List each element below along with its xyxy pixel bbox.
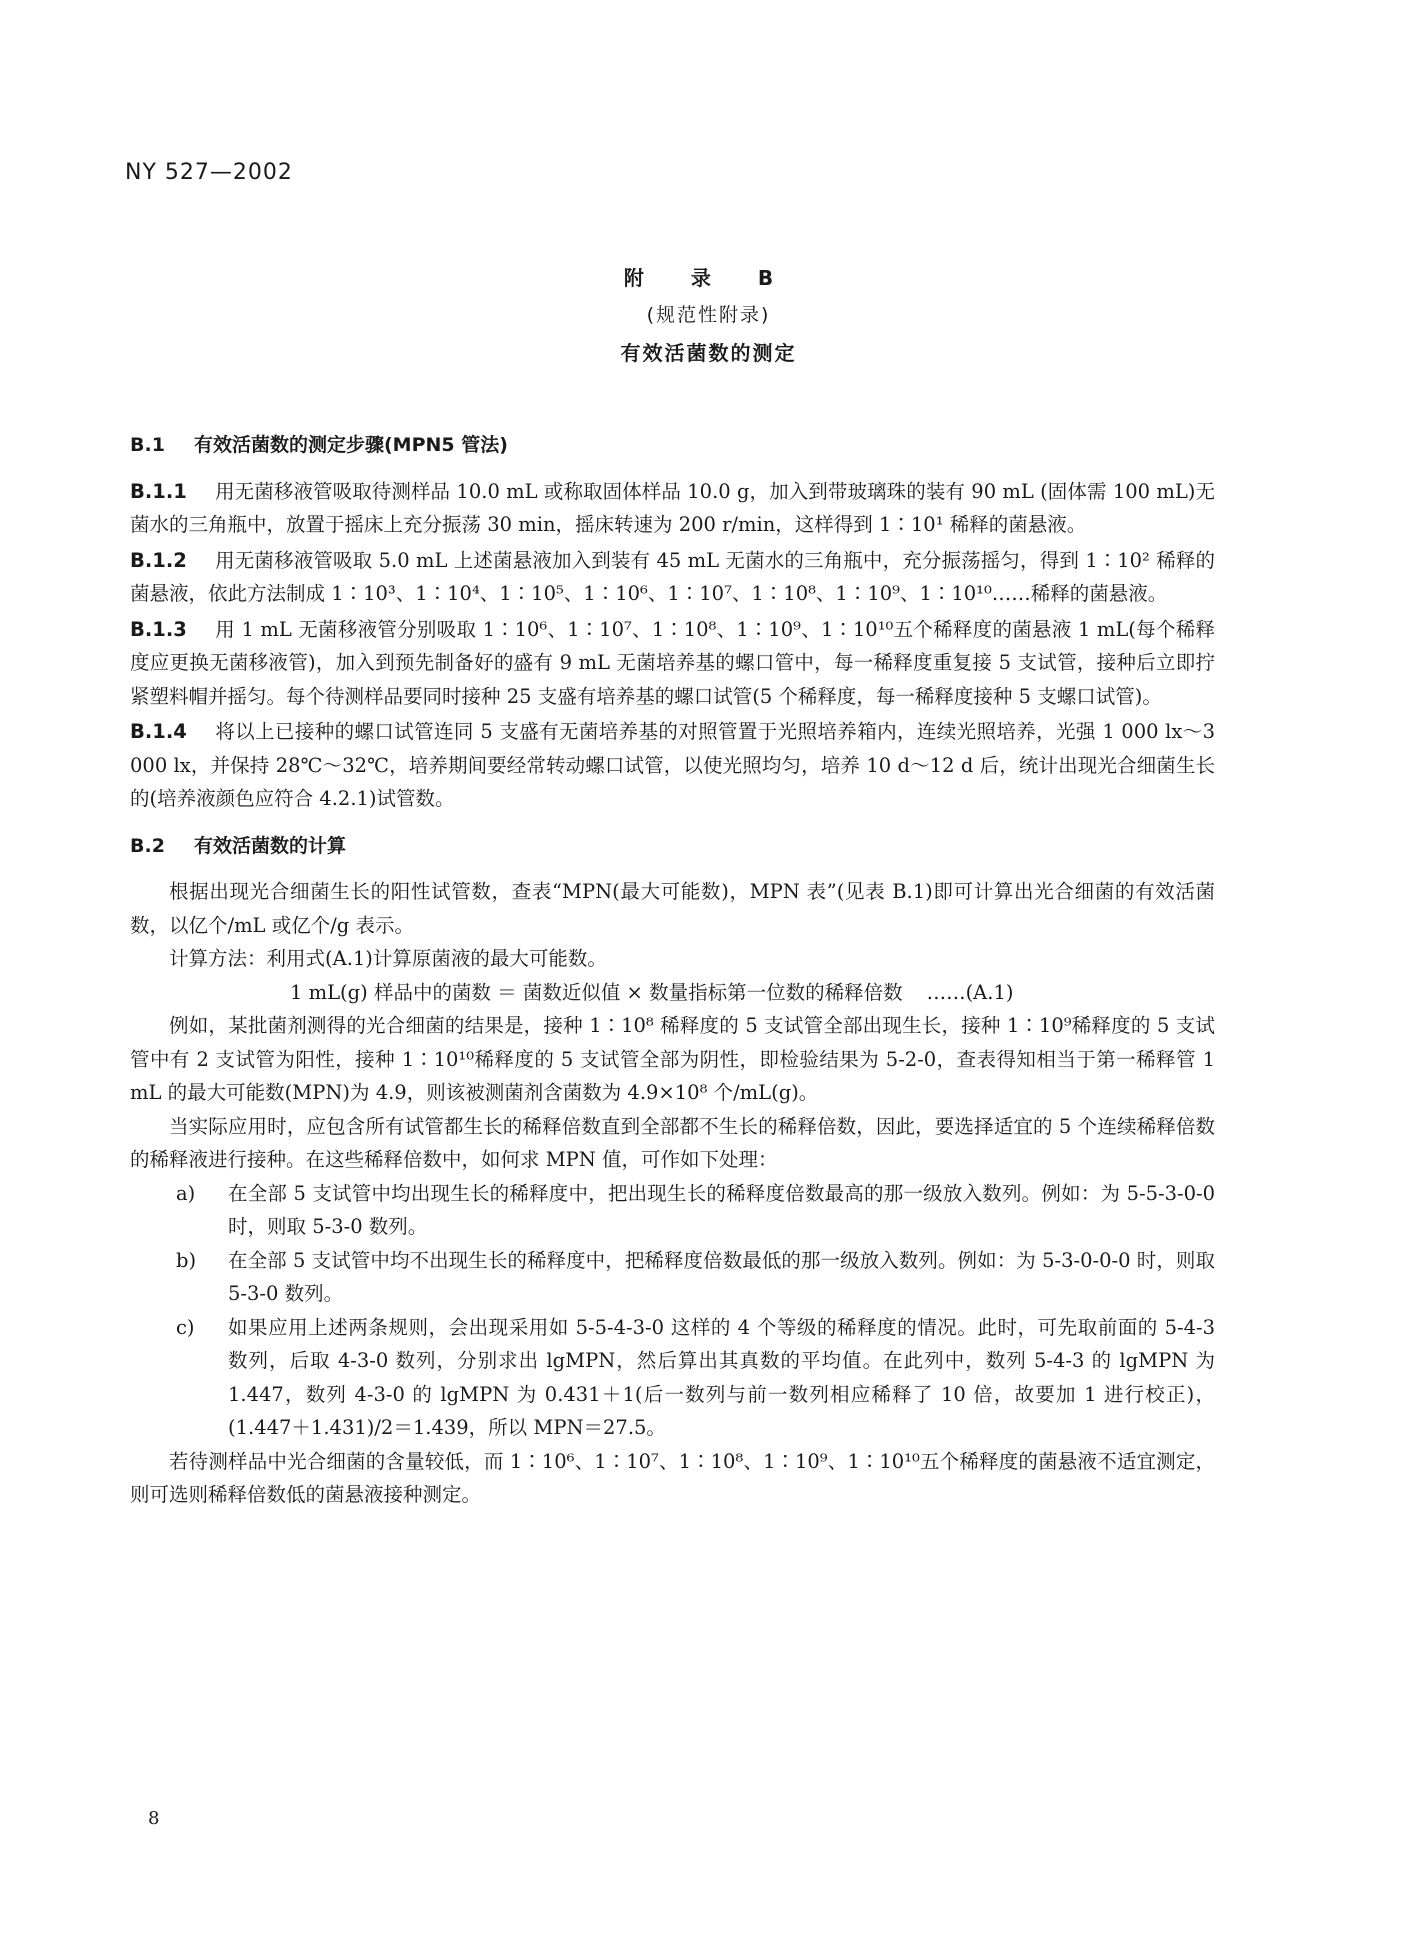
clause xyxy=(130,613,1215,714)
paragraph: 例如，某批菌剂测得的光合细菌的结果是，接种 1∶10⁸ 稀释度的 5 支试管全部出现生长，接种 1∶10⁹稀释度的 5 支试管中有 2 支试管为阳性，接种 1∶10¹⁰稀释度的 5 支试管全部为阴性，即检验结果为 5-2-0，查表得知相当于第一稀释管 1 mL 的最大可能数(MPN)为 4.9，则该被测菌剂含菌数为 4.9×10⁸ 个/mL(g)。 xyxy=(130,1014,1215,1104)
list-item xyxy=(130,1244,1215,1311)
list-label: c) xyxy=(176,1315,195,1339)
paragraph: 当实际应用时，应包含所有试管都生长的稀释倍数直到全部都不生长的稀释倍数，因此，要选择适宜的 5 个连续稀释倍数的稀释液进行接种。在这些稀释倍数中，如何求 MPN 值，可作如下处理： xyxy=(130,1114,1215,1171)
appendix-label: 附 录 B xyxy=(623,266,794,290)
paragraph: 根据出现光合细菌生长的阳性试管数，查表“MPN(最大可能数)，MPN 表”(见表 B.1)即可计算出光合细菌的有效活菌数，以亿个/mL 或亿个/g 表示。 xyxy=(130,880,1215,937)
section-title: 有效活菌数的测定步骤(MPN5 管法) xyxy=(194,434,508,456)
clause xyxy=(130,475,1215,542)
section-heading-b1 xyxy=(130,429,1215,463)
list-text: 在全部 5 支试管中均出现生长的稀释度中，把出现生长的稀释度倍数最高的那一级放入数列。例如：为 5-5-3-0-0 时，则取 5-3-0 数列。 xyxy=(228,1181,1215,1238)
paragraph: 计算方法：利用式(A.1)计算原菌液的最大可能数。 xyxy=(169,947,607,970)
section-title: 有效活菌数的计算 xyxy=(194,834,347,857)
formula-text: 1 mL(g) 样品中的菌数 ＝ 菌数近似值 × 数量指标第一位数的稀释倍数 xyxy=(290,980,903,1004)
clause xyxy=(130,544,1215,611)
formula xyxy=(130,976,1215,1010)
standard-number: NY 527—2002 xyxy=(125,160,293,185)
clause-text: 用无菌移液管吸取待测样品 10.0 mL 或称取固体样品 10.0 g，加入到带玻璃珠的装有 90 mL (固体需 100 mL)无菌水的三角瓶中，放置于摇床上充分振荡 30 min，摇床转速为 200 r/min，这样得到 1∶10¹ 稀释的菌悬液。 xyxy=(130,479,1215,536)
list-text: 在全部 5 支试管中均不出现生长的稀释度中，把稀释度倍数最低的那一级放入数列。例如：为 5-3-0-0-0 时，则取 5-3-0 数列。 xyxy=(228,1248,1215,1305)
section-heading-b2 xyxy=(130,830,1215,864)
list-item xyxy=(130,1311,1215,1445)
document-body xyxy=(130,425,1215,1512)
clause-number: B.1.1 xyxy=(130,479,187,503)
appendix-type: (规范性附录) xyxy=(646,304,771,326)
clause-text: 用 1 mL 无菌移液管分别吸取 1∶10⁶、1∶10⁷、1∶10⁸、1∶10⁹、1∶10¹⁰五个稀释度的菌悬液 1 mL(每个稀释度应更换无菌移液管)，加入到预先制备好的盛有 9 mL 无菌培养基的螺口管中，每一稀释度重复接 5 支试管，接种后立即拧紧塑料帽并摇匀。每个待测样品要同时接种 25 支盛有培养基的螺口试管(5 个稀释度，每一稀释度接种 5 支螺口试管)。 xyxy=(130,617,1215,708)
clause xyxy=(130,715,1215,816)
list-item xyxy=(130,1177,1215,1244)
appendix-title: 有效活菌数的测定 xyxy=(620,341,797,365)
clause-number: B.1.3 xyxy=(130,617,187,641)
list-label: b) xyxy=(176,1248,197,1272)
clause-text: 用无菌移液管吸取 5.0 mL 上述菌悬液加入到装有 45 mL 无菌水的三角瓶中，充分振荡摇匀，得到 1∶10² 稀释的菌悬液，依此方法制成 1∶10³、1∶10⁴、1∶10⁵、1∶10⁶、1∶10⁷、1∶10⁸、1∶10⁹、1∶10¹⁰……稀释的菌悬液。 xyxy=(130,548,1215,605)
list-label: a) xyxy=(176,1181,196,1205)
clause-number: B.1.4 xyxy=(130,720,187,743)
clause-number: B.1.2 xyxy=(130,548,187,572)
section-number: B.2 xyxy=(130,834,165,857)
formula-ref: ……(A.1) xyxy=(926,980,1014,1004)
list-text: 如果应用上述两条规则，会出现采用如 5-5-4-3-0 这样的 4 个等级的稀释度的情况。此时，可先取前面的 5-4-3 数列，后取 4-3-0 数列，分别求出 lgMPN，然后算出其真数的平均值。在此列中，数列 5-4-3 的 lgMPN 为 1.447，数列 4-3-0 的 lgMPN 为 0.431＋1(后一数列与前一数列相应稀释了 10 倍，故要加 1 进行校正)，(1.447＋1.431)/2＝1.439，所以 MPN＝27.5。 xyxy=(228,1315,1215,1439)
clause-text: 将以上已接种的螺口试管连同 5 支盛有无菌培养基的对照管置于光照培养箱内，连续光照培养，光强 1 000 lx～3 000 lx，并保持 28℃～32℃，培养期间要经常转动螺口试管，以使光照均匀，培养 10 d～12 d 后，统计出现光合细菌生长的(培养液颜色应符合 4.2.1)试管数。 xyxy=(130,720,1215,810)
paragraph: 若待测样品中光合细菌的含量较低，而 1∶10⁶、1∶10⁷、1∶10⁸、1∶10⁹、1∶10¹⁰五个稀释度的菌悬液不适宜测定，则可选则稀释倍数低的菌悬液接种测定。 xyxy=(130,1449,1215,1506)
section-number: B.1 xyxy=(130,434,165,456)
page-number: 8 xyxy=(148,1808,160,1829)
